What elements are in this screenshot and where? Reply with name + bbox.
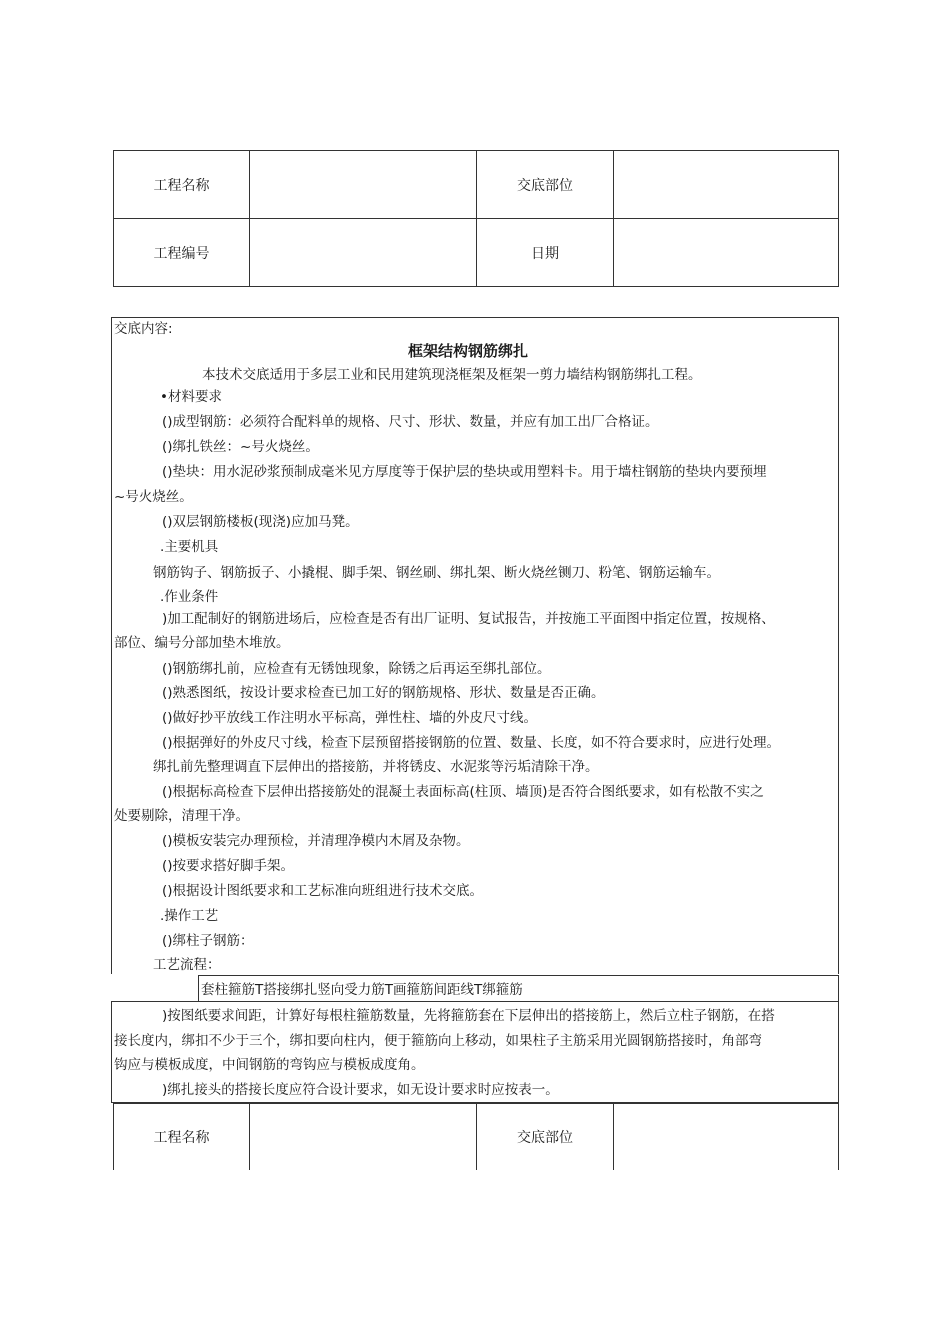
tools-list: 钢筋钩子、钢筋扳子、小撬棍、脚手架、钢丝刷、绑扎架、断火烧丝铡刀、粉笔、钢筋运输车。 [153,565,720,581]
material-item: ()成型钢筋：必须符合配料单的规格、尺寸、形状、数量，并应有加工出厂合格证。 [162,414,659,430]
material-item: ()双层钢筋楼板(现浇)应加马凳。 [162,514,359,530]
condition-item: ()模板安装完办理预检，并清理净模内木屑及杂物。 [162,833,470,849]
date-label: 日期 [477,219,614,287]
project-number-label: 工程编号 [114,219,250,287]
condition-item: ()熟悉图纸，按设计要求检查已加工好的钢筋规格、形状、数量是否正确。 [162,685,605,701]
table-row [114,219,839,287]
document-title: 框架结构钢筋绑扎 [408,342,529,360]
process-item: ()绑柱子钢筋： [162,933,254,949]
tools-heading: .主要机具 [160,539,219,555]
conditions-heading: .作业条件 [160,589,219,605]
handover-part-label: 交底部位 [477,1104,614,1171]
step-item-cont: 钩应与模板成度，中间钢筋的弯钩应与模板成度角。 [114,1057,425,1073]
project-name-value [250,151,477,219]
step-item: )按图纸要求间距，计算好每根柱箍筋数量，先将箍筋套在下层伸出的搭接筋上，然后立柱子钢筋，在搭 [162,1008,775,1024]
project-name-label: 工程名称 [114,1104,250,1171]
handover-part-value [614,1104,839,1171]
materials-heading: •材料要求 [160,389,222,405]
handover-part-value [614,151,839,219]
process-flow: 套柱箍筋T搭接绑扎竖向受力筋T画箍筋间距线T绑箍筋 [201,982,523,998]
condition-item: )加工配制好的钢筋进场后，应检查是否有出厂证明、复试报告，并按施工平面图中指定位置，按规格、 [162,611,775,627]
material-item-cont: ~号火烧丝。 [114,489,193,505]
material-item: ()绑扎铁丝：~号火烧丝。 [162,439,319,455]
handover-part-label: 交底部位 [477,151,614,219]
condition-item: ()做好抄平放线工作注明水平标高，弹性柱、墙的外皮尺寸线。 [162,710,538,726]
condition-item: ()根据设计图纸要求和工艺标准向班组进行技术交底。 [162,883,484,899]
condition-item: 绑扎前先整理调直下层伸出的搭接筋，并将锈皮、水泥浆等污垢清除干净。 [153,759,599,775]
condition-item-cont: 部位、编号分部加垫木堆放。 [114,635,290,651]
process-heading: .操作工艺 [160,908,219,924]
project-number-value [250,219,477,287]
header-info-table [113,150,839,287]
intro-paragraph: 本技术交底适用于多层工业和民用建筑现浇框架及框架一剪力墙结构钢筋绑扎工程。 [202,367,702,383]
date-value [614,219,839,287]
table-row [114,151,839,219]
project-name-label: 工程名称 [114,151,250,219]
step-item: )绑扎接头的搭接长度应符合设计要求，如无设计要求时应按表一。 [162,1082,559,1098]
condition-item: ()按要求搭好脚手架。 [162,858,295,874]
material-item: ()垫块：用水泥砂浆预制成毫米见方厚度等于保护层的垫块或用塑料卡。用于墙柱钢筋的垫块内要预埋 [162,464,767,480]
content-label: 交底内容: [114,321,173,337]
condition-item: ()根据弹好的外皮尺寸线，检查下层预留搭接钢筋的位置、数量、长度，如不符合要求时，应进行处理。 [162,735,781,751]
condition-item: ()钢筋绑扎前，应检查有无锈蚀现象，除锈之后再运至绑扎部位。 [162,661,551,677]
table-row [114,1104,839,1171]
flow-label: 工艺流程： [153,957,221,973]
condition-item: ()根据标高检查下层伸出搭接筋处的混凝土表面标高(柱顶、墙顶)是否符合图纸要求，如有松散不实之 [162,784,764,800]
footer-info-table [113,1103,839,1170]
project-name-value [250,1104,477,1171]
condition-item-cont: 处要剔除，清理干净。 [114,808,249,824]
step-item-cont: 接长度内，绑扣不少于三个，绑扣要向柱内，便于箍筋向上移动，如果柱子主筋采用光圆钢筋搭接时，角部弯 [114,1033,762,1049]
